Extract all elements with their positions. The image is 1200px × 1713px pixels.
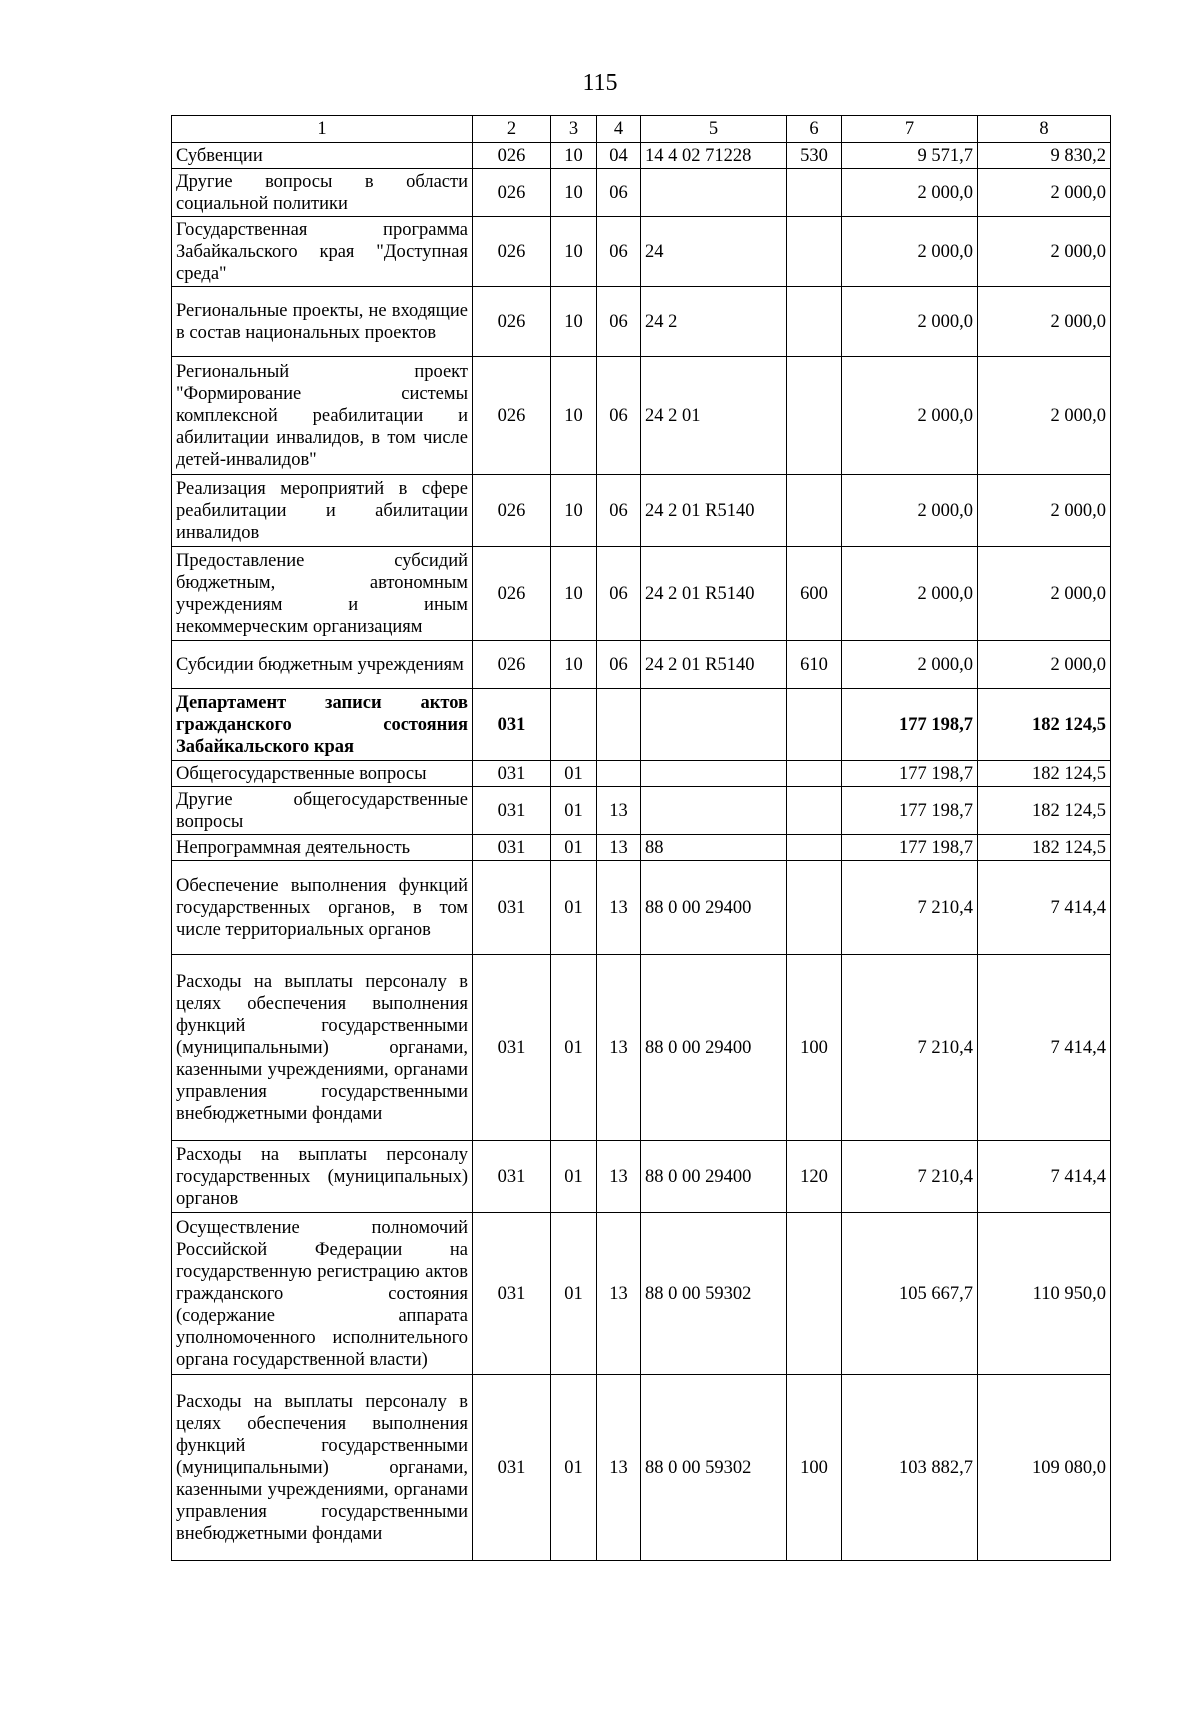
cell-section [551,689,597,761]
cell-admin-code: 031 [473,761,551,787]
table-row [172,547,1111,641]
table-row [172,217,1111,287]
cell-expense-type [787,475,842,547]
table-row [172,1375,1111,1561]
row-name: Субсидии бюджетным учреждениям [172,641,473,689]
table-row [172,287,1111,357]
row-name: Предоставление субсидий бюджетным, автономным учреждениям и иным некоммерческим организациям [172,547,473,641]
cell-subsection: 06 [597,547,641,641]
cell-amount-7: 7 210,4 [842,1141,978,1213]
cell-amount-7: 7 210,4 [842,861,978,955]
cell-amount-8: 7 414,4 [978,1141,1111,1213]
cell-expense-type: 600 [787,547,842,641]
cell-section: 01 [551,787,597,835]
row-name: Обеспечение выполнения функций государственных органов, в том числе территориальных органов [172,861,473,955]
table-row [172,689,1111,761]
cell-amount-8: 2 000,0 [978,357,1111,475]
cell-amount-7: 177 198,7 [842,787,978,835]
cell-amount-7: 105 667,7 [842,1213,978,1375]
column-header-3: 3 [551,116,597,143]
cell-admin-code: 031 [473,689,551,761]
cell-target-article: 88 [641,835,787,861]
cell-admin-code: 026 [473,287,551,357]
cell-admin-code: 026 [473,475,551,547]
cell-amount-7: 7 210,4 [842,955,978,1141]
cell-subsection: 13 [597,835,641,861]
cell-amount-7: 177 198,7 [842,689,978,761]
cell-admin-code: 031 [473,1141,551,1213]
table-row [172,143,1111,169]
cell-amount-7: 2 000,0 [842,475,978,547]
cell-expense-type: 610 [787,641,842,689]
table-row [172,955,1111,1141]
cell-admin-code: 031 [473,861,551,955]
table-row [172,835,1111,861]
cell-amount-8: 2 000,0 [978,169,1111,217]
row-name: Непрограммная деятельность [172,835,473,861]
cell-target-article: 24 [641,217,787,287]
cell-amount-8: 182 124,5 [978,689,1111,761]
header-row [172,116,1111,143]
cell-subsection [597,761,641,787]
cell-subsection: 06 [597,217,641,287]
cell-target-article: 24 2 [641,287,787,357]
row-name: Государственная программа Забайкальского края "Доступная среда" [172,217,473,287]
row-name: Региональный проект "Формирование системы комплексной реабилитации и абилитации инвалидов, в том числе детей-инвалидов" [172,357,473,475]
row-name: Общегосударственные вопросы [172,761,473,787]
cell-amount-8: 2 000,0 [978,641,1111,689]
cell-section: 01 [551,1213,597,1375]
cell-admin-code: 026 [473,217,551,287]
cell-section: 01 [551,835,597,861]
cell-amount-8: 109 080,0 [978,1375,1111,1561]
cell-amount-7: 177 198,7 [842,761,978,787]
row-name: Региональные проекты, не входящие в состав национальных проектов [172,287,473,357]
row-name: Расходы на выплаты персоналу в целях обеспечения выполнения функций государственными (муниципальными) органами, казенными учреждениями, органами управления государственными внебюджетными фондами [172,1375,473,1561]
table-row [172,357,1111,475]
cell-expense-type [787,287,842,357]
cell-expense-type [787,787,842,835]
table-row [172,475,1111,547]
cell-section: 01 [551,955,597,1141]
cell-target-article: 88 0 00 29400 [641,955,787,1141]
cell-expense-type [787,861,842,955]
cell-admin-code: 026 [473,169,551,217]
table-row [172,1213,1111,1375]
cell-subsection [597,689,641,761]
cell-target-article: 24 2 01 R5140 [641,475,787,547]
column-header-2: 2 [473,116,551,143]
cell-amount-8: 7 414,4 [978,861,1111,955]
cell-amount-7: 2 000,0 [842,357,978,475]
cell-expense-type [787,357,842,475]
cell-expense-type [787,169,842,217]
cell-expense-type: 100 [787,955,842,1141]
cell-admin-code: 026 [473,143,551,169]
cell-section: 10 [551,357,597,475]
column-header-6: 6 [787,116,842,143]
cell-section: 10 [551,547,597,641]
cell-section: 01 [551,861,597,955]
cell-amount-7: 103 882,7 [842,1375,978,1561]
cell-admin-code: 026 [473,357,551,475]
table-row [172,1141,1111,1213]
cell-expense-type [787,761,842,787]
table-row [172,169,1111,217]
cell-target-article [641,169,787,217]
row-name: Департамент записи актов гражданского состояния Забайкальского края [172,689,473,761]
row-name: Другие вопросы в области социальной политики [172,169,473,217]
column-header-1: 1 [172,116,473,143]
cell-admin-code: 031 [473,1375,551,1561]
cell-section: 10 [551,475,597,547]
cell-target-article: 88 0 00 29400 [641,861,787,955]
cell-subsection: 13 [597,955,641,1141]
cell-expense-type [787,217,842,287]
table-row [172,641,1111,689]
cell-target-article: 88 0 00 29400 [641,1141,787,1213]
cell-section: 10 [551,641,597,689]
table-row [172,787,1111,835]
cell-subsection: 04 [597,143,641,169]
column-header-8: 8 [978,116,1111,143]
cell-target-article: 88 0 00 59302 [641,1375,787,1561]
cell-amount-8: 2 000,0 [978,287,1111,357]
cell-amount-8: 9 830,2 [978,143,1111,169]
cell-section: 10 [551,169,597,217]
cell-amount-8: 2 000,0 [978,547,1111,641]
cell-target-article [641,787,787,835]
cell-section: 01 [551,1375,597,1561]
cell-amount-8: 7 414,4 [978,955,1111,1141]
row-name: Расходы на выплаты персоналу государственных (муниципальных) органов [172,1141,473,1213]
cell-expense-type: 530 [787,143,842,169]
cell-expense-type [787,835,842,861]
page-number: 115 [582,70,618,96]
cell-subsection: 06 [597,475,641,547]
row-name: Субвенции [172,143,473,169]
cell-section: 10 [551,217,597,287]
cell-subsection: 06 [597,641,641,689]
row-name: Другие общегосударственные вопросы [172,787,473,835]
row-name: Осуществление полномочий Российской Федерации на государственную регистрацию актов гражданского состояния (содержание аппарата уполномоченного исполнительного органа государственной власти) [172,1213,473,1375]
cell-admin-code: 031 [473,1213,551,1375]
cell-subsection: 06 [597,169,641,217]
cell-amount-8: 182 124,5 [978,835,1111,861]
cell-target-article: 24 2 01 [641,357,787,475]
cell-expense-type [787,1213,842,1375]
cell-subsection: 13 [597,861,641,955]
cell-amount-7: 2 000,0 [842,169,978,217]
cell-subsection: 13 [597,1141,641,1213]
cell-target-article [641,689,787,761]
column-header-5: 5 [641,116,787,143]
cell-target-article: 24 2 01 R5140 [641,641,787,689]
cell-subsection: 13 [597,787,641,835]
cell-admin-code: 031 [473,787,551,835]
cell-expense-type: 100 [787,1375,842,1561]
cell-subsection: 13 [597,1213,641,1375]
column-header-4: 4 [597,116,641,143]
cell-admin-code: 031 [473,955,551,1141]
row-name: Расходы на выплаты персоналу в целях обеспечения выполнения функций государственными (муниципальными) органами, казенными учреждениями, органами управления государственными внебюджетными фондами [172,955,473,1141]
cell-target-article [641,761,787,787]
column-header-7: 7 [842,116,978,143]
cell-subsection: 06 [597,287,641,357]
cell-admin-code: 026 [473,547,551,641]
cell-amount-7: 177 198,7 [842,835,978,861]
cell-section: 10 [551,287,597,357]
row-name: Реализация мероприятий в сфере реабилитации и абилитации инвалидов [172,475,473,547]
table-row [172,861,1111,955]
cell-admin-code: 026 [473,641,551,689]
cell-amount-7: 9 571,7 [842,143,978,169]
cell-amount-8: 182 124,5 [978,787,1111,835]
cell-amount-8: 182 124,5 [978,761,1111,787]
cell-amount-8: 110 950,0 [978,1213,1111,1375]
cell-expense-type [787,689,842,761]
budget-table [171,115,1111,1561]
cell-section: 01 [551,1141,597,1213]
cell-amount-8: 2 000,0 [978,475,1111,547]
cell-amount-8: 2 000,0 [978,217,1111,287]
cell-subsection: 13 [597,1375,641,1561]
cell-amount-7: 2 000,0 [842,641,978,689]
cell-target-article: 24 2 01 R5140 [641,547,787,641]
cell-amount-7: 2 000,0 [842,287,978,357]
cell-section: 01 [551,761,597,787]
cell-target-article: 14 4 02 71228 [641,143,787,169]
cell-target-article: 88 0 00 59302 [641,1213,787,1375]
table-row [172,761,1111,787]
cell-admin-code: 031 [473,835,551,861]
cell-section: 10 [551,143,597,169]
cell-amount-7: 2 000,0 [842,547,978,641]
cell-subsection: 06 [597,357,641,475]
cell-expense-type: 120 [787,1141,842,1213]
cell-amount-7: 2 000,0 [842,217,978,287]
